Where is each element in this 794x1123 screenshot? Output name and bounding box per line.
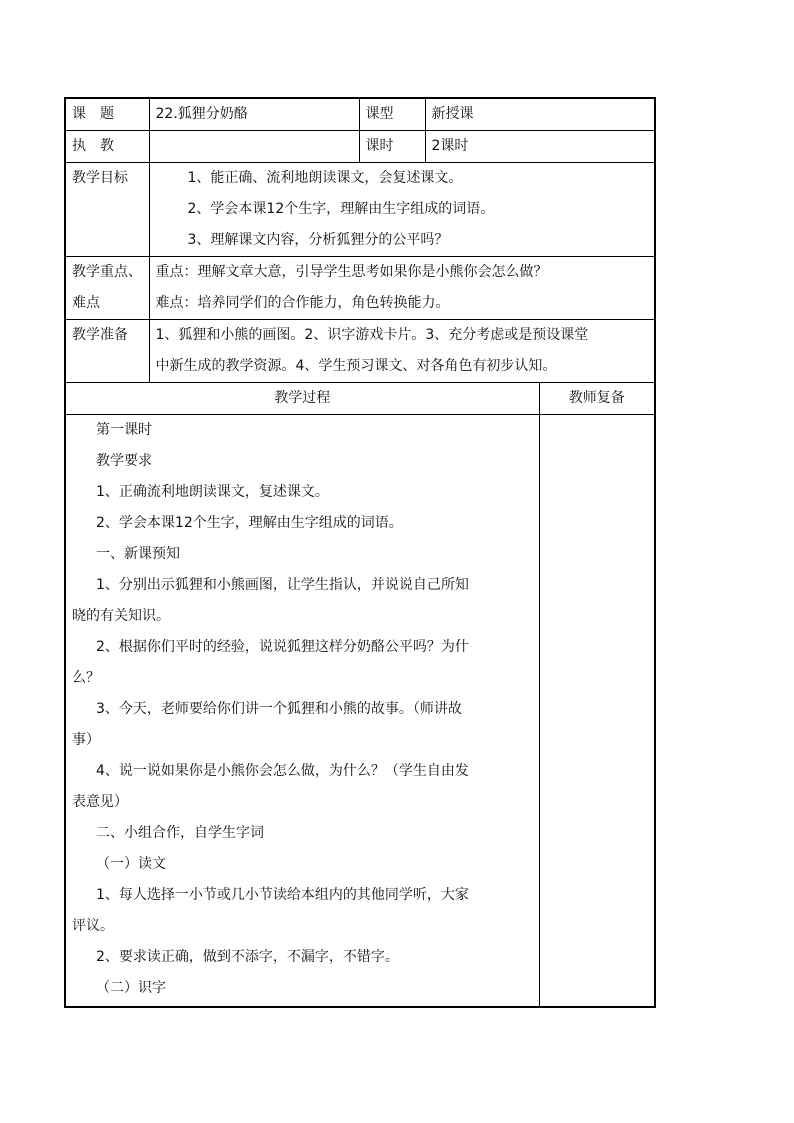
preparation-label: 教学准备 — [65, 320, 149, 383]
process-content — [65, 415, 539, 1007]
teacher-row — [65, 131, 655, 163]
key-points-row — [65, 257, 655, 320]
review-content — [539, 415, 655, 1007]
process-line: 第一课时 — [96, 422, 152, 438]
goal-item: 2、学会本课12个生字，理解由生字组成的词语。 — [187, 201, 495, 217]
key-points-label — [65, 257, 149, 320]
difficult-point-text: 难点：培养同学们的合作能力，角色转换能力。 — [155, 295, 450, 311]
process-line: 1、每人选择一小节或几小节读给本组内的其他同学听，大家 — [96, 887, 469, 903]
process-line: 表意见） — [72, 794, 128, 810]
lesson-plan-table — [64, 97, 656, 1008]
key-points-label-line1: 教学重点、 — [72, 264, 142, 280]
goals-row — [65, 163, 655, 257]
process-line: 教学要求 — [96, 453, 152, 469]
process-line: 2、根据你们平时的经验，说说狐狸这样分奶酪公平吗？为什 — [96, 639, 469, 655]
review-header: 教师复备 — [539, 383, 655, 415]
process-line: 2、学会本课12个生字，理解由生字组成的词语。 — [96, 515, 403, 531]
goal-item: 1、能正确、流利地朗读课文，会复述课文。 — [187, 170, 463, 186]
process-line: 1、分别出示狐狸和小熊画图，让学生指认，并说说自己所知 — [96, 577, 469, 593]
preparation-line: 1、狐狸和小熊的画图。2、识字游戏卡片。3、充分考虑或是预设课堂 — [155, 327, 589, 343]
teacher-value — [149, 131, 359, 163]
process-line: 3、今天，老师要给你们讲一个狐狸和小熊的故事。（师讲故 — [96, 701, 462, 717]
process-line: 二、小组合作，自学生字词 — [96, 825, 264, 841]
process-header-row — [65, 383, 655, 415]
type-label: 课型 — [359, 98, 425, 131]
subject-label: 课 题 — [65, 98, 149, 131]
goals-content — [149, 163, 655, 257]
process-line: 4、说一说如果你是小熊你会怎么做，为什么？（学生自由发 — [96, 763, 469, 779]
hours-value: 2课时 — [425, 131, 655, 163]
process-line: 么？ — [72, 670, 100, 686]
type-value: 新授课 — [425, 98, 655, 131]
process-line: 晓的有关知识。 — [72, 608, 170, 624]
hours-label: 课时 — [359, 131, 425, 163]
preparation-content — [149, 320, 655, 383]
process-line: 1、正确流利地朗读课文，复述课文。 — [96, 484, 329, 500]
preparation-line: 中新生成的教学资源。4、学生预习课文、对各角色有初步认知。 — [155, 358, 557, 374]
preparation-row — [65, 320, 655, 383]
process-line: 事） — [72, 732, 100, 748]
goal-item: 3、理解课文内容，分析狐狸分的公平吗？ — [187, 232, 449, 248]
process-line: 一、新课预知 — [96, 546, 180, 562]
process-line: （一）读文 — [96, 856, 166, 872]
key-points-label-line2: 难点 — [72, 295, 100, 311]
key-point-text: 重点：理解文章大意，引导学生思考如果你是小熊你会怎么做？ — [155, 264, 548, 280]
process-header: 教学过程 — [65, 383, 539, 415]
goals-label: 教学目标 — [65, 163, 149, 257]
teacher-label: 执 教 — [65, 131, 149, 163]
process-line: 2、要求读正确，做到不添字，不漏字，不错字。 — [96, 949, 399, 965]
key-points-content — [149, 257, 655, 320]
subject-value: 22.狐狸分奶酪 — [149, 98, 359, 131]
process-line: 评议。 — [72, 918, 114, 934]
process-line: （二）识字 — [96, 980, 166, 996]
subject-row — [65, 98, 655, 131]
process-body-row — [65, 415, 655, 1007]
